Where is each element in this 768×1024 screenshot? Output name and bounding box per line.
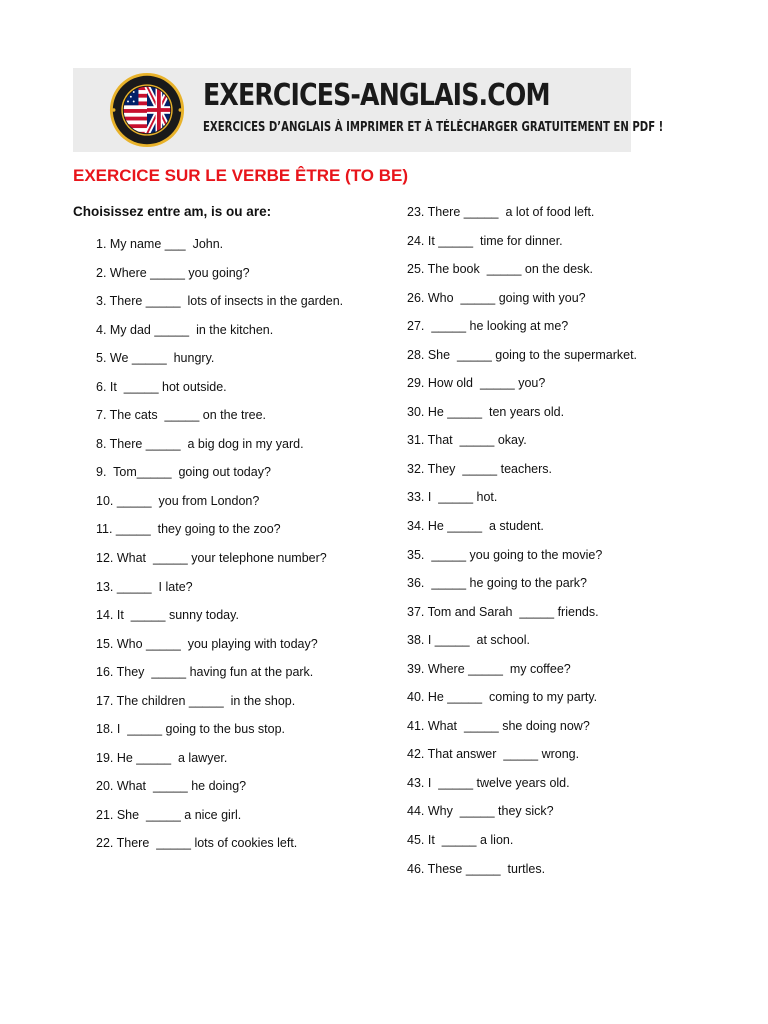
question-item: 27. _____ he looking at me? bbox=[407, 319, 569, 334]
question-item: 41. What _____ she doing now? bbox=[407, 718, 590, 733]
question-item: 44. Why _____ they sick? bbox=[407, 804, 554, 819]
question-item: 37. Tom and Sarah _____ friends. bbox=[407, 604, 599, 619]
question-item: 6. It _____ hot outside. bbox=[96, 379, 227, 394]
site-name: EXERCICES-ANGLAIS.COM bbox=[203, 78, 550, 113]
question-item: 5. We _____ hungry. bbox=[96, 351, 215, 366]
site-tagline: EXERCICES D’ANGLAIS À IMPRIMER ET À TÉLÉCHARGER GRATUITEMENT EN PDF ! bbox=[203, 120, 664, 135]
question-item: 46. These _____ turtles. bbox=[407, 861, 546, 876]
question-item: 9. Tom_____ going out today? bbox=[96, 465, 271, 480]
question-item: 35. _____ you going to the movie? bbox=[407, 547, 603, 562]
question-item: 12. What _____ your telephone number? bbox=[96, 551, 327, 566]
question-item: 14. It _____ sunny today. bbox=[96, 608, 239, 623]
question-item: 20. What _____ he doing? bbox=[96, 779, 247, 794]
question-item: 33. I _____ hot. bbox=[407, 490, 498, 505]
question-item: 34. He _____ a student. bbox=[407, 519, 544, 534]
question-item: 2. Where _____ you going? bbox=[96, 265, 250, 280]
question-item: 13. _____ I late? bbox=[96, 579, 193, 594]
question-item: 21. She _____ a nice girl. bbox=[96, 807, 242, 822]
question-item: 45. It _____ a lion. bbox=[407, 833, 514, 848]
question-item: 15. Who _____ you playing with today? bbox=[96, 636, 318, 651]
question-item: 31. That _____ okay. bbox=[407, 433, 527, 448]
question-item: 8. There _____ a big dog in my yard. bbox=[96, 436, 304, 451]
question-item: 10. _____ you from London? bbox=[96, 493, 260, 508]
question-item: 38. I _____ at school. bbox=[407, 633, 531, 648]
question-item: 24. It _____ time for dinner. bbox=[407, 233, 563, 248]
question-item: 4. My dad _____ in the kitchen. bbox=[96, 322, 274, 337]
exercise-title: EXERCICE SUR LE VERBE ÊTRE (TO BE) bbox=[73, 166, 409, 185]
question-item: 29. How old _____ you? bbox=[407, 376, 546, 391]
question-item: 30. He _____ ten years old. bbox=[407, 404, 565, 419]
question-item: 1. My name ___ John. bbox=[96, 237, 224, 251]
question-item: 16. They _____ having fun at the park. bbox=[96, 665, 314, 680]
question-item: 26. Who _____ going with you? bbox=[407, 290, 586, 305]
question-item: 11. _____ they going to the zoo? bbox=[96, 522, 281, 537]
question-item: 36. _____ he going to the park? bbox=[407, 576, 588, 591]
question-item: 28. She _____ going to the supermarket. bbox=[407, 347, 638, 362]
question-item: 3. There _____ lots of insects in the garden. bbox=[96, 294, 344, 309]
question-item: 25. The book _____ on the desk. bbox=[407, 262, 594, 277]
question-item: 18. I _____ going to the bus stop. bbox=[96, 722, 286, 737]
question-item: 22. There _____ lots of cookies left. bbox=[96, 836, 298, 851]
question-item: 42. That answer _____ wrong. bbox=[407, 747, 580, 762]
question-item: 40. He _____ coming to my party. bbox=[407, 690, 598, 705]
question-item: 7. The cats _____ on the tree. bbox=[96, 408, 267, 423]
site-banner bbox=[73, 68, 664, 152]
question-item: 17. The children _____ in the shop. bbox=[96, 693, 296, 708]
exercise-instruction: Choisissez entre am, is ou are: bbox=[73, 204, 272, 219]
question-list-right bbox=[407, 203, 637, 888]
question-item: 23. There _____ a lot of food left. bbox=[407, 205, 595, 219]
question-item: 43. I _____ twelve years old. bbox=[407, 775, 570, 790]
question-item: 39. Where _____ my coffee? bbox=[407, 661, 571, 676]
question-list-left bbox=[96, 235, 343, 863]
question-item: 32. They _____ teachers. bbox=[407, 461, 553, 476]
us-uk-flag-badge-icon bbox=[109, 72, 185, 148]
question-item: 19. He _____ a lawyer. bbox=[96, 750, 228, 765]
